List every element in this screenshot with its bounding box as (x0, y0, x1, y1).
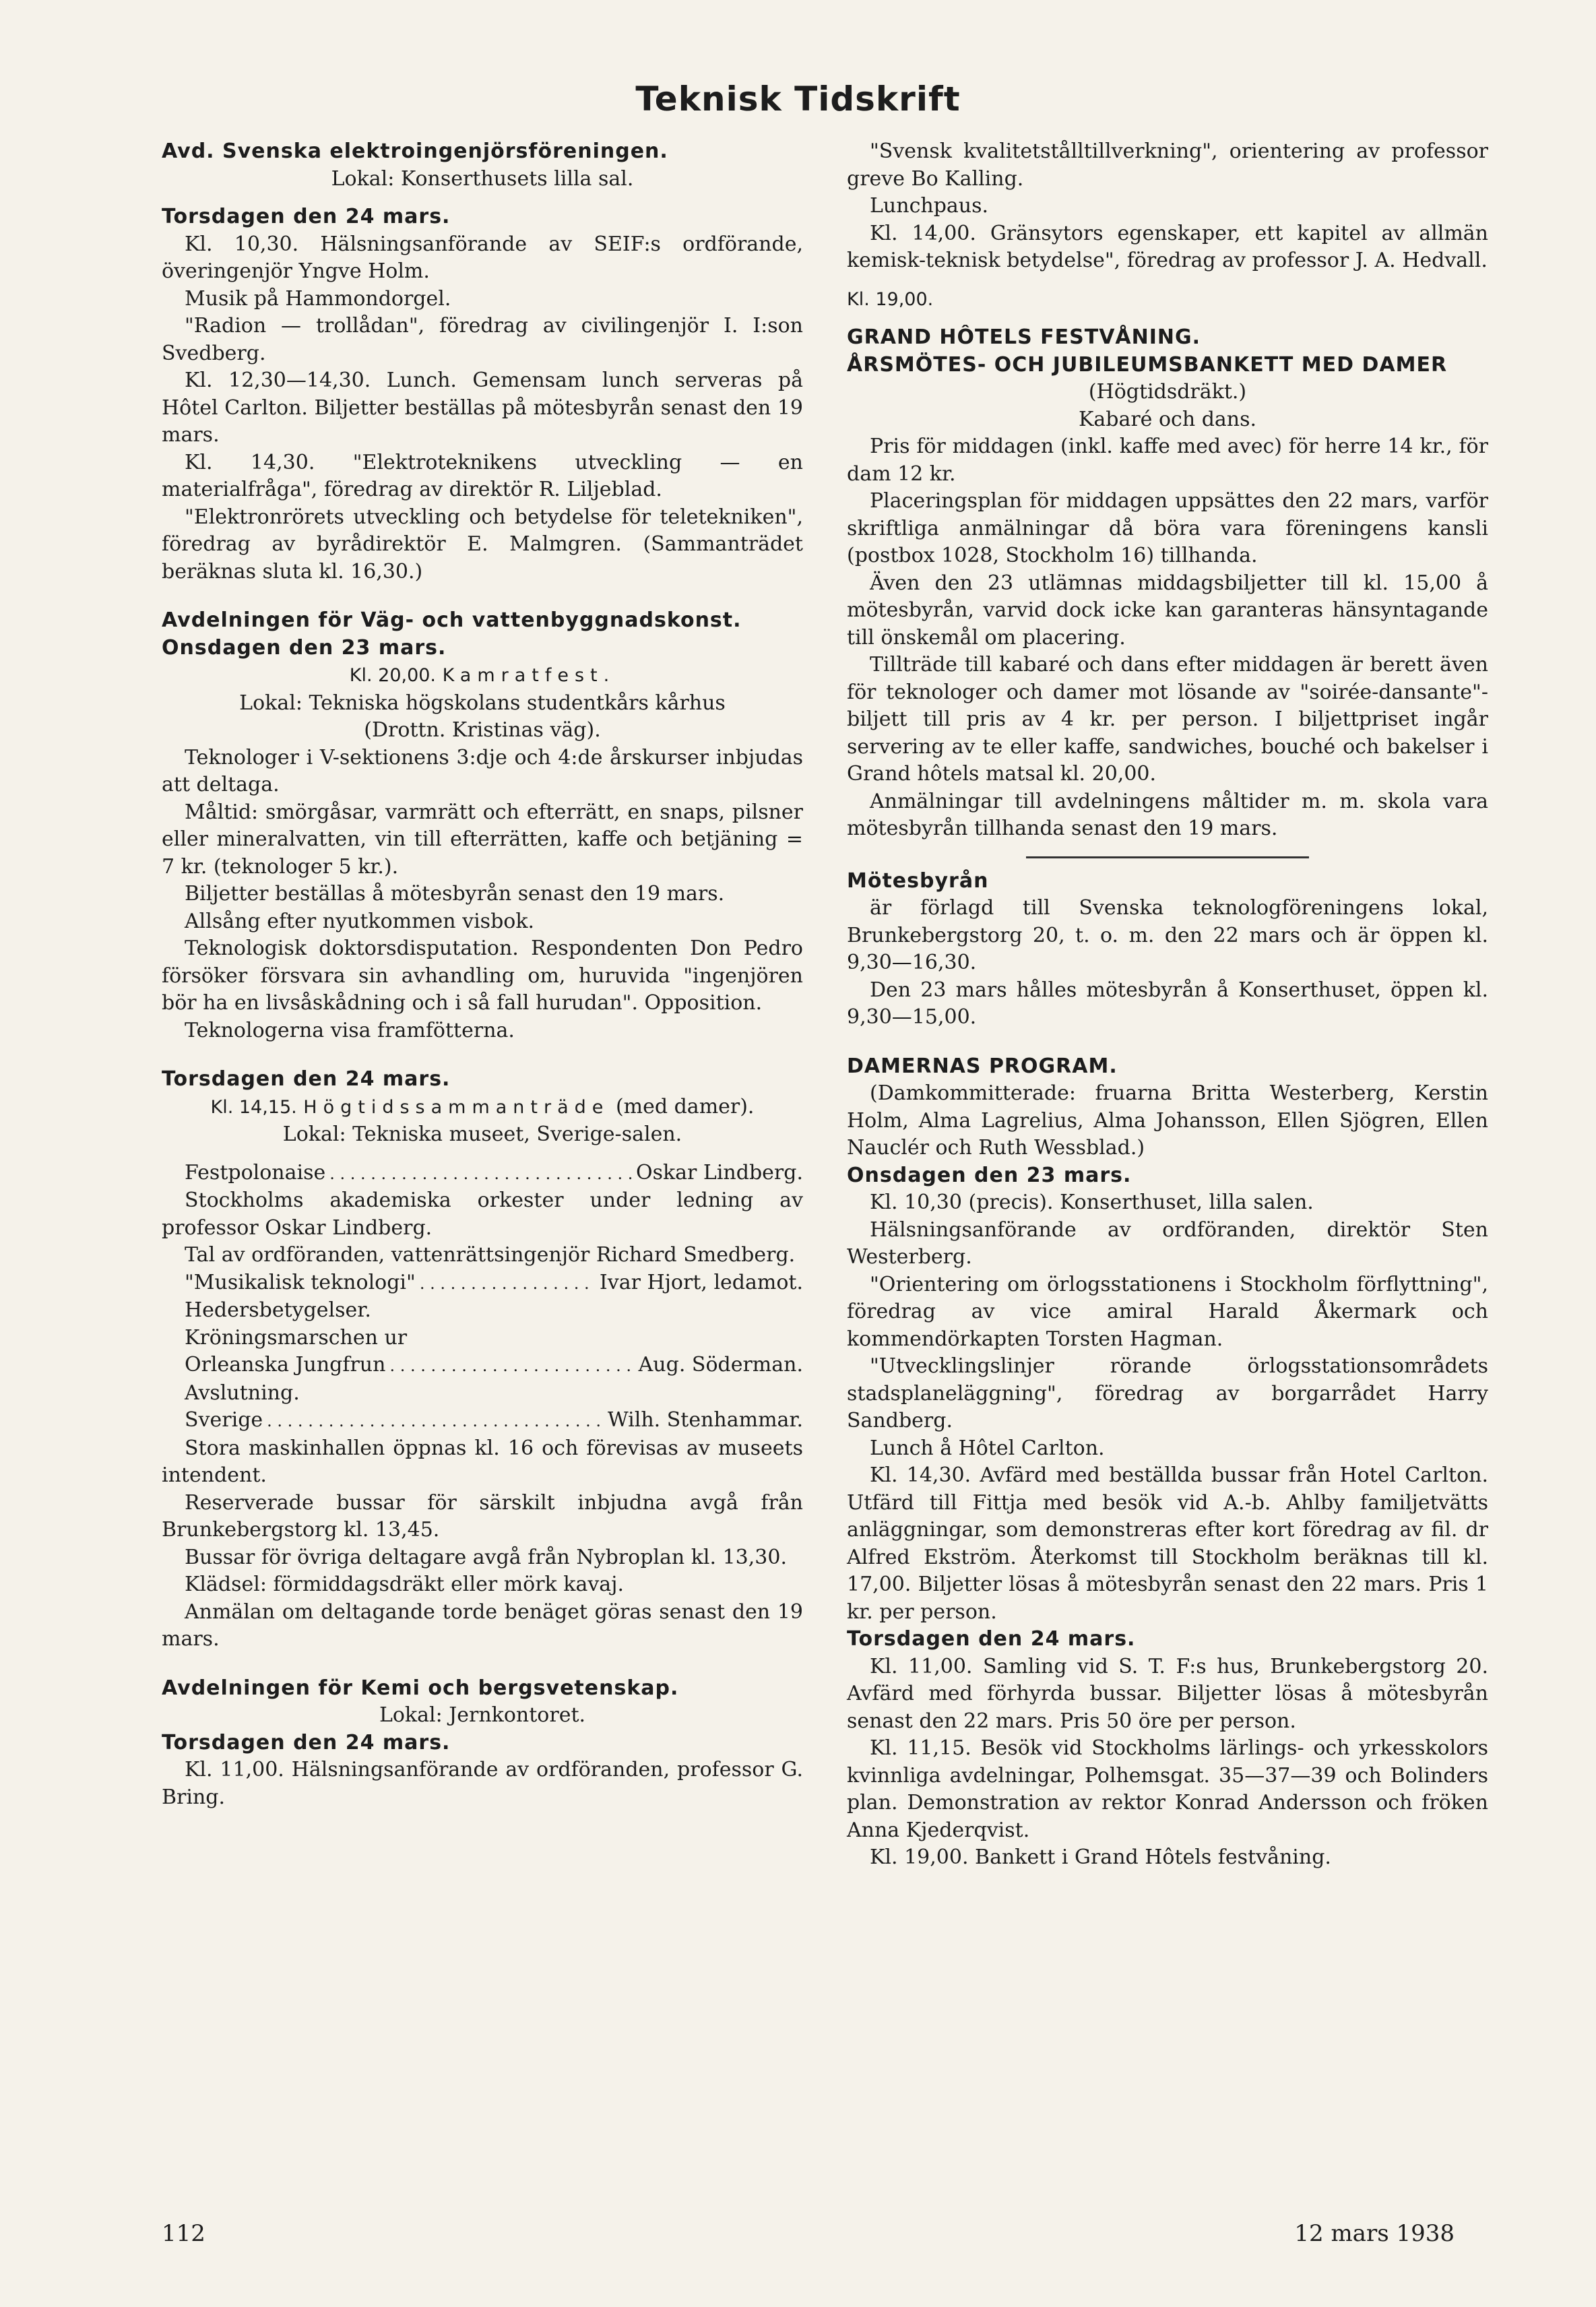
hogtid-item: Anmälan om deltagande torde benäget göras senast den 19 mars. (162, 1600, 803, 1651)
journal-masthead: Teknisk Tidskrift (635, 80, 961, 119)
bankett-item: Tillträde till kabaré och dans efter middagen är berett även för teknologer och damer mot lösande av "soirée-dansante"-biljett till pris av 4 kr. per person. I biljettpriset ingår servering av te eller kaffe, sandwiches, bouché och bakelser i Grand hôtels matsal kl. 20,00. (847, 653, 1488, 786)
right-column (847, 138, 1488, 1872)
vag-item: Allsång efter nyutkommen visbok. (185, 909, 535, 933)
elektro-item: Kl. 14,30. "Elektroteknikens utveckling — en materialfråga", föredrag av direktör R. Liljeblad. (162, 450, 803, 501)
section-divider (1026, 856, 1309, 858)
damer-item: Kl. 11,00. Samling vid S. T. F:s hus, Brunkebergstorg 20. Avfärd med förhyrda bussar. Biljetter lösas å mötesbyrån senast den 22 mars. Pris 50 öre per person. (847, 1654, 1488, 1733)
elektro-item: Musik på Hammondorgel. (185, 286, 451, 311)
program-value: Aug. Söderman. (638, 1353, 803, 1377)
motesbyran-title: Mötesbyrån (847, 868, 989, 893)
program-value: Oskar Lindberg. (635, 1160, 803, 1184)
kemi-item: Kl. 19,00. (847, 288, 934, 310)
elektro-lokal: Lokal: Konserthusets lilla sal. (331, 166, 634, 191)
bankett-title: ÅRSMÖTES- OCH JUBILEUMSBANKETT MED DAMER (847, 352, 1448, 377)
program-label: Sverige (185, 1408, 263, 1432)
hogtid-item: Reserverade bussar för särskilt inbjudna avgå från Brunkebergstorg kl. 13,45. (162, 1490, 803, 1542)
program-row (162, 1160, 803, 1188)
program-dots (329, 1160, 632, 1188)
program-value: Ivar Hjort, ledamot. (599, 1270, 803, 1294)
elektro-day: Torsdagen den 24 mars. (162, 205, 451, 228)
kemi-day: Torsdagen den 24 mars. (162, 1730, 451, 1755)
damer-item: Kl. 14,30. Avfärd med beställda bussar från Hotel Carlton. Utfärd till Fittja med besök vid A.-b. Ahlby familjetvätts anläggningar, som demonstreras efter kort föredrag av fil. dr Alfred Ekström. Återkomst till Stockholm beräknas till kl. 17,00. Biljetter lösas å mötesbyrån senast den 22 mars. Pris 1 kr. per person. (847, 1463, 1488, 1624)
hogtid-item: Avslutning. (185, 1381, 300, 1405)
damer-day: Torsdagen den 24 mars. (847, 1627, 1136, 1651)
program-dots (420, 1269, 596, 1298)
hogtid-item: Stockholms akademiska orkester under ledning av professor Oskar Lindberg. (162, 1189, 803, 1240)
hogtid-item: Kröningsmarschen ur (185, 1325, 408, 1350)
damer-item: "Utvecklingslinjer rörande örlogsstationsområdets stadsplaneläggning", föredrag av borgarrådet Harry Sandberg. (847, 1354, 1488, 1432)
motesbyran-item: är förlagd till Svenska teknologföreningens lokal, Brunkebergstorg 20, t. o. m. den 22 mars och är öppen kl. 9,30—16,30. (847, 896, 1488, 974)
vag-item: Måltid: smörgåsar, varmrätt och efterrätt, en snaps, pilsner eller mineralvatten, vin till efterrätten, kaffe och betjäning = 7 kr. (teknologer 5 kr.). (162, 800, 803, 879)
hogtid-item: Klädsel: förmiddagsdräkt eller mörk kavaj. (185, 1573, 625, 1596)
bankett-item: Placeringsplan för middagen uppsättes den 22 mars, varför skriftliga anmälningar då böra vara föreningens kansli (postbox 1028, Stockholm 16) tillhanda. (847, 489, 1488, 567)
hogtid-item: Tal av ordföranden, vattenrättsingenjör Richard Smedberg. (185, 1243, 796, 1267)
hogtid-event-suffix: (med damer). (615, 1094, 755, 1118)
kemi-item: Kl. 14,00. Gränsytors egenskaper, ett kapitel av allmän kemisk-teknisk betydelse", föredrag av professor J. A. Hedvall. (847, 221, 1488, 272)
hogtid-event-line (162, 1094, 803, 1122)
issue-date: 12 mars 1938 (1294, 2220, 1455, 2247)
page-number: 112 (162, 2220, 205, 2247)
program-value: Wilh. Stenhammar. (607, 1408, 803, 1432)
hogtid-item: Hedersbetygelser. (185, 1298, 371, 1322)
program-dots (267, 1407, 604, 1435)
vag-item: Teknologisk doktorsdisputation. Respondenten Don Pedro försöker försvara sin avhandling om, huruvida "ingenjören bör ha en livsåskådning och i så fall hurudan". Opposition. (162, 937, 803, 1015)
elektro-item: Kl. 12,30—14,30. Lunch. Gemensam lunch serveras på Hôtel Carlton. Biljetter beställas på mötesbyrån senast den 19 mars. (162, 369, 803, 447)
damer-item: Kl. 10,30 (precis). Konserthuset, lilla salen. (870, 1191, 1314, 1214)
program-label: Festpolonaise (185, 1160, 326, 1184)
damer-item: Lunch å Hôtel Carlton. (870, 1436, 1105, 1460)
damer-item: Kl. 19,00. Bankett i Grand Hôtels festvåning. (870, 1845, 1331, 1869)
bankett-item: Anmälningar till avdelningens måltider m. m. skola vara mötesbyrån tillhanda senast den 19 mars. (847, 789, 1488, 840)
hogtid-time: Kl. 14,15. (210, 1096, 297, 1118)
hogtid-item: Bussar för övriga deltagare avgå från Nybroplan kl. 13,30. (185, 1545, 788, 1569)
damer-item: Kl. 11,15. Besök vid Stockholms lärlings- och yrkesskolors kvinnliga avdelningar, Polhemsgat. 35—37—39 och Bolinders plan. Demonstration av rektor Konrad Andersson och fröken Anna Kjederqvist. (847, 1736, 1488, 1842)
damer-day: Onsdagen den 23 mars. (847, 1163, 1132, 1187)
damer-item: "Orientering om örlogsstationens i Stockholm förflyttning", föredrag av vice amiral Harald Åkermark och kommendörkapten Torsten Hagman. (847, 1272, 1488, 1351)
elektro-item: "Elektronrörets utveckling och betydelse för teletekniken", föredrag av byrådirektör E. Malmgren. (Sammanträdet beräknas sluta kl. 16,30.) (162, 505, 803, 583)
section-title-elektro: Avd. Svenska elektroingenjörsföreningen. (162, 139, 668, 163)
kemi-item: "Svensk kvalitetstålltillverkning", orientering av professor greve Bo Kalling. (847, 139, 1488, 191)
left-column (162, 138, 803, 1811)
motesbyran-item: Den 23 mars hålles mötesbyrån å Konserthuset, öppen kl. 9,30—15,00. (847, 978, 1488, 1029)
elektro-item: Kl. 10,30. Hälsningsanförande av SEIF:s ordförande, överingenjör Yngve Holm. (162, 232, 803, 283)
program-row (162, 1269, 803, 1298)
program-row (162, 1352, 803, 1380)
bankett-item: Pris för middagen (inkl. kaffe med avec) för herre 14 kr., för dam 12 kr. (847, 435, 1488, 486)
program-label: "Musikalisk teknologi" (185, 1270, 416, 1294)
section-title-kemi: Avdelningen för Kemi och bergsvetenskap. (162, 1676, 679, 1700)
damer-item: Hälsningsanförande av ordföranden, direktör Sten Westerberg. (847, 1218, 1488, 1269)
hogtid-lokal: Lokal: Tekniska museet, Sverige-salen. (282, 1123, 682, 1146)
program-dots (389, 1352, 634, 1380)
elektro-item: "Radion — trollådan", föredrag av civilingenjör I. I:son Svedberg. (162, 314, 803, 365)
kabare-line: Kabaré och dans. (1078, 407, 1257, 431)
kemi-lokal: Lokal: Jernkontoret. (379, 1703, 586, 1727)
damer-title: DAMERNAS PROGRAM. (847, 1054, 1118, 1078)
section-title-vag: Avdelningen för Väg- och vattenbyggnadskonst. (162, 608, 742, 632)
kemi-item: Lunchpaus. (870, 194, 989, 218)
bankett-item: Även den 23 utlämnas middagsbiljetter till kl. 15,00 å mötesbyrån, varvid dock icke kan garanteras hänsyntagande till önskemål om placering. (847, 571, 1488, 650)
program-label: Orleanska Jungfrun (185, 1353, 386, 1377)
vag-time: Kl. 20,00. (349, 665, 437, 686)
hogtid-day: Torsdagen den 24 mars. (162, 1067, 451, 1091)
hogtid-event: Högtidssammanträde (303, 1096, 610, 1118)
vag-item: Biljetter beställas å mötesbyrån senast den 19 mars. (185, 882, 725, 906)
vag-lokal: Lokal: Tekniska högskolans studentkårs kårhus (239, 691, 726, 715)
hogtid-item: Stora maskinhallen öppnas kl. 16 och förevisas av museets intendent. (162, 1436, 803, 1487)
vag-event-line (162, 662, 803, 690)
vag-item: Teknologer i V-sektionens 3:dje och 4:de årskurser inbjudas att deltaga. (162, 745, 803, 796)
damer-kommitte: (Damkommitterade: fruarna Britta Westerberg, Kerstin Holm, Alma Lagrelius, Alma Johansson, Ellen Sjögren, Ellen Nauclér och Ruth Wessblad.) (847, 1081, 1488, 1160)
dress-code: (Högtidsdräkt.) (1088, 380, 1247, 404)
vag-lokal-2: (Drottn. Kristinas väg). (364, 718, 601, 742)
festvaning-title: GRAND HÔTELS FESTVÅNING. (847, 325, 1201, 349)
kemi-item: Kl. 11,00. Hälsningsanförande av ordföranden, professor G. Bring. (162, 1758, 803, 1809)
vag-event: Kamratfest. (442, 665, 616, 686)
program-row (162, 1407, 803, 1435)
vag-item: Teknologerna visa framfötterna. (185, 1018, 515, 1042)
vag-day: Onsdagen den 23 mars. (162, 635, 447, 660)
